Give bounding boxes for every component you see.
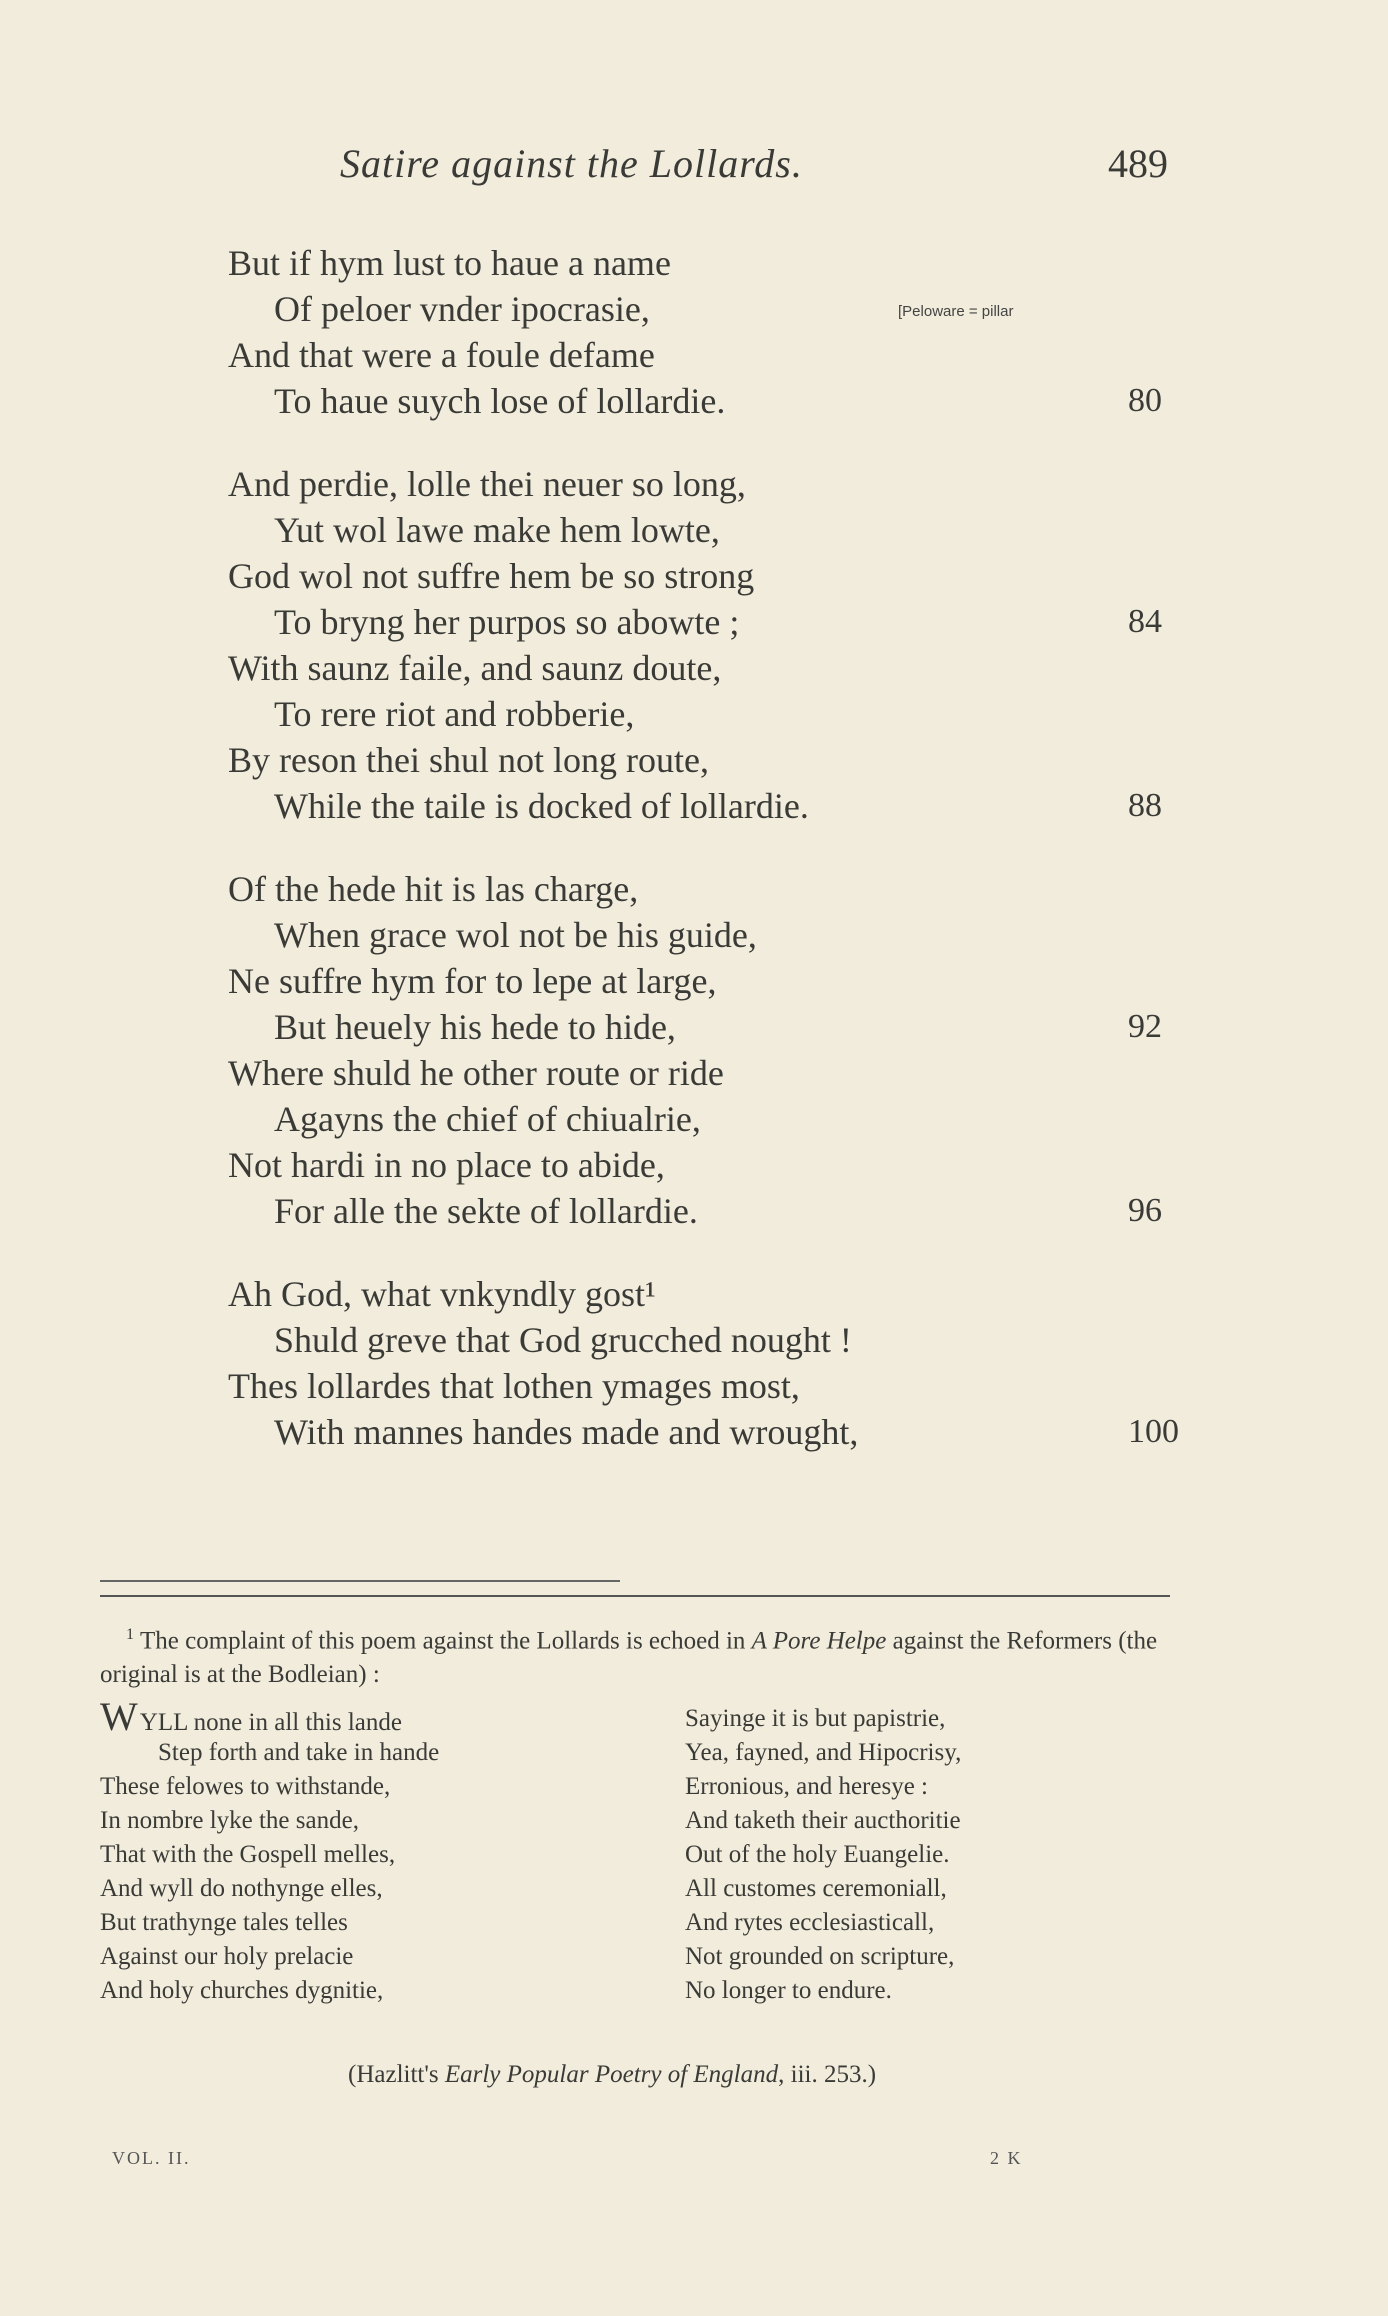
footnote-rule <box>100 1595 1170 1597</box>
verse-line-text: Yut wol lawe make hem lowte, <box>274 510 720 550</box>
footnote-verse-line: Erronious, and heresye : <box>685 1773 928 1801</box>
verse-line-text: Not hardi in no place to abide, <box>228 1145 665 1185</box>
footnote-verse-line: All customes ceremoniall, <box>685 1875 947 1903</box>
verse-line <box>228 461 1178 507</box>
footnote-verse-line: And holy churches dygnitie, <box>100 1977 384 2005</box>
verse-line-text: Where shuld he other route or ride <box>228 1053 724 1093</box>
footnote-verse-line: Step forth and take in hande <box>158 1739 440 1767</box>
verse-line <box>228 286 1178 332</box>
footnote-verse-line <box>100 1694 439 1740</box>
verse-line <box>228 378 1178 424</box>
line-number: 88 <box>1128 787 1162 824</box>
verse-line <box>228 1363 1178 1409</box>
footnote-verse-line: And rytes ecclesiasticall, <box>685 1909 935 1937</box>
citation-text-end: , iii. 253.) <box>778 2061 877 2089</box>
verse-line-text: God wol not suffre hem be so strong <box>228 556 755 596</box>
verse-line-text: Ne suffre hym for to lepe at large, <box>228 961 717 1001</box>
verse-line <box>228 599 1178 645</box>
verse-line-text: But heuely his hede to hide, <box>274 1007 676 1047</box>
footnote-verse-line: But trathynge tales telles <box>100 1909 348 1937</box>
verse-line-text: By reson thei shul not long route, <box>228 740 709 780</box>
footnote-verse-line: No longer to endure. <box>685 1977 892 2005</box>
footnote-verse-first-line: YLL none in all this lande <box>139 1709 402 1737</box>
stanza <box>228 1271 1178 1455</box>
verse-line <box>228 1096 1178 1142</box>
margin-gloss: [Peloware = pillar <box>898 303 1014 320</box>
verse-line <box>228 1188 1178 1234</box>
footnote-verse-line: Yea, fayned, and Hipocrisy, <box>685 1739 962 1767</box>
verse-line-text: Shuld greve that God grucched nought ! <box>274 1320 852 1360</box>
line-number: 80 <box>1128 382 1162 419</box>
verse-line-text: Of the hede hit is las charge, <box>228 869 639 909</box>
verse-line <box>228 737 1178 783</box>
running-head <box>0 140 1388 196</box>
verse-line-text: Agayns the chief of chiualrie, <box>274 1099 701 1139</box>
footnote-mark: 1 <box>126 1626 134 1643</box>
running-title: Satire against the Lollards. <box>340 141 803 186</box>
stanza <box>228 866 1178 1234</box>
citation-text: (Hazlitt's <box>348 2061 445 2089</box>
footnote-intro-text-end: against the Reformers (the original is at the Bodleian) : <box>100 1627 1158 1689</box>
verse-line <box>228 1142 1178 1188</box>
citation-title: Early Popular Poetry of England <box>444 2061 779 2089</box>
verse-line <box>228 912 1178 958</box>
verse-line <box>228 1317 1178 1363</box>
footnote-verse-line: Sayinge it is but papistrie, <box>685 1705 946 1733</box>
stanza <box>228 461 1178 829</box>
footnote-verse-line: That with the Gospell melles, <box>100 1841 396 1869</box>
verse-line <box>228 332 1178 378</box>
verse-line <box>228 1004 1178 1050</box>
drop-cap: W <box>100 1694 138 1740</box>
verse-line-text: Ah God, what vnkyndly gost¹ <box>228 1274 656 1314</box>
gathering-signature: 2 K <box>990 2148 1023 2168</box>
verse-line-text: To haue suych lose of lollardie. <box>274 381 726 421</box>
footnote-verse-right-column <box>685 1702 961 2008</box>
verse-line-text: When grace wol not be his guide, <box>274 915 757 955</box>
footnote-intro <box>100 1618 1175 1692</box>
footnote-citation <box>100 2058 1175 2092</box>
footnote-intro-title: A Pore Helpe <box>751 1627 887 1655</box>
footnote-verse-left-column <box>100 1694 440 2008</box>
line-number: 96 <box>1128 1192 1162 1229</box>
verse-line-text: Thes lollardes that lothen ymages most, <box>228 1366 800 1406</box>
stanza <box>228 240 1178 424</box>
footnote-verse-line: Against our holy prelacie <box>100 1943 354 1971</box>
verse-line <box>228 958 1178 1004</box>
verse-line <box>228 866 1178 912</box>
footnote-verse-line: In nombre lyke the sande, <box>100 1807 359 1835</box>
verse-line <box>228 1271 1178 1317</box>
verse-line-text: To bryng her purpos so abowte ; <box>274 602 740 642</box>
line-number: 100 <box>1128 1413 1179 1450</box>
verse-line-text: And perdie, lolle thei neuer so long, <box>228 464 746 504</box>
verse-line <box>228 783 1178 829</box>
verse-line <box>228 691 1178 737</box>
verse-line-text: Of peloer vnder ipocrasie, <box>274 289 650 329</box>
verse-line <box>228 240 1178 286</box>
footnote-verse-line: And taketh their aucthoritie <box>685 1807 961 1835</box>
footnote-verse-line: And wyll do nothynge elles, <box>100 1875 383 1903</box>
footnote-verse-line: These felowes to withstande, <box>100 1773 391 1801</box>
footnote <box>100 1618 1175 2092</box>
verse-line-text: For alle the sekte of lollardie. <box>274 1191 698 1231</box>
verse-line-text: And that were a foule defame <box>228 335 655 375</box>
verse-line <box>228 1050 1178 1096</box>
footnote-verse-line: Out of the holy Euangelie. <box>685 1841 950 1869</box>
verse-line-text: But if hym lust to haue a name <box>228 243 671 283</box>
line-number: 84 <box>1128 603 1162 640</box>
verse-line <box>228 1409 1178 1455</box>
volume-signature: VOL. II. <box>112 2148 191 2168</box>
verse-line-text: With saunz faile, and saunz doute, <box>228 648 722 688</box>
footnote-rule-short <box>100 1580 620 1582</box>
line-number: 92 <box>1128 1008 1162 1045</box>
verse-line-text: While the taile is docked of lollardie. <box>274 786 809 826</box>
verse-line <box>228 507 1178 553</box>
verse-line <box>228 645 1178 691</box>
verse-line-text: With mannes handes made and wrought, <box>274 1412 859 1452</box>
footnote-verse-line: Not grounded on scripture, <box>685 1943 955 1971</box>
verse-line-text: To rere riot and robberie, <box>274 694 635 734</box>
footnote-intro-text: The complaint of this poem against the Lollards is echoed in <box>140 1627 752 1655</box>
page-number: 489 <box>1108 141 1168 186</box>
verse-line <box>228 553 1178 599</box>
poem-text <box>228 240 1178 1492</box>
footnote-verse <box>100 1694 1175 2054</box>
